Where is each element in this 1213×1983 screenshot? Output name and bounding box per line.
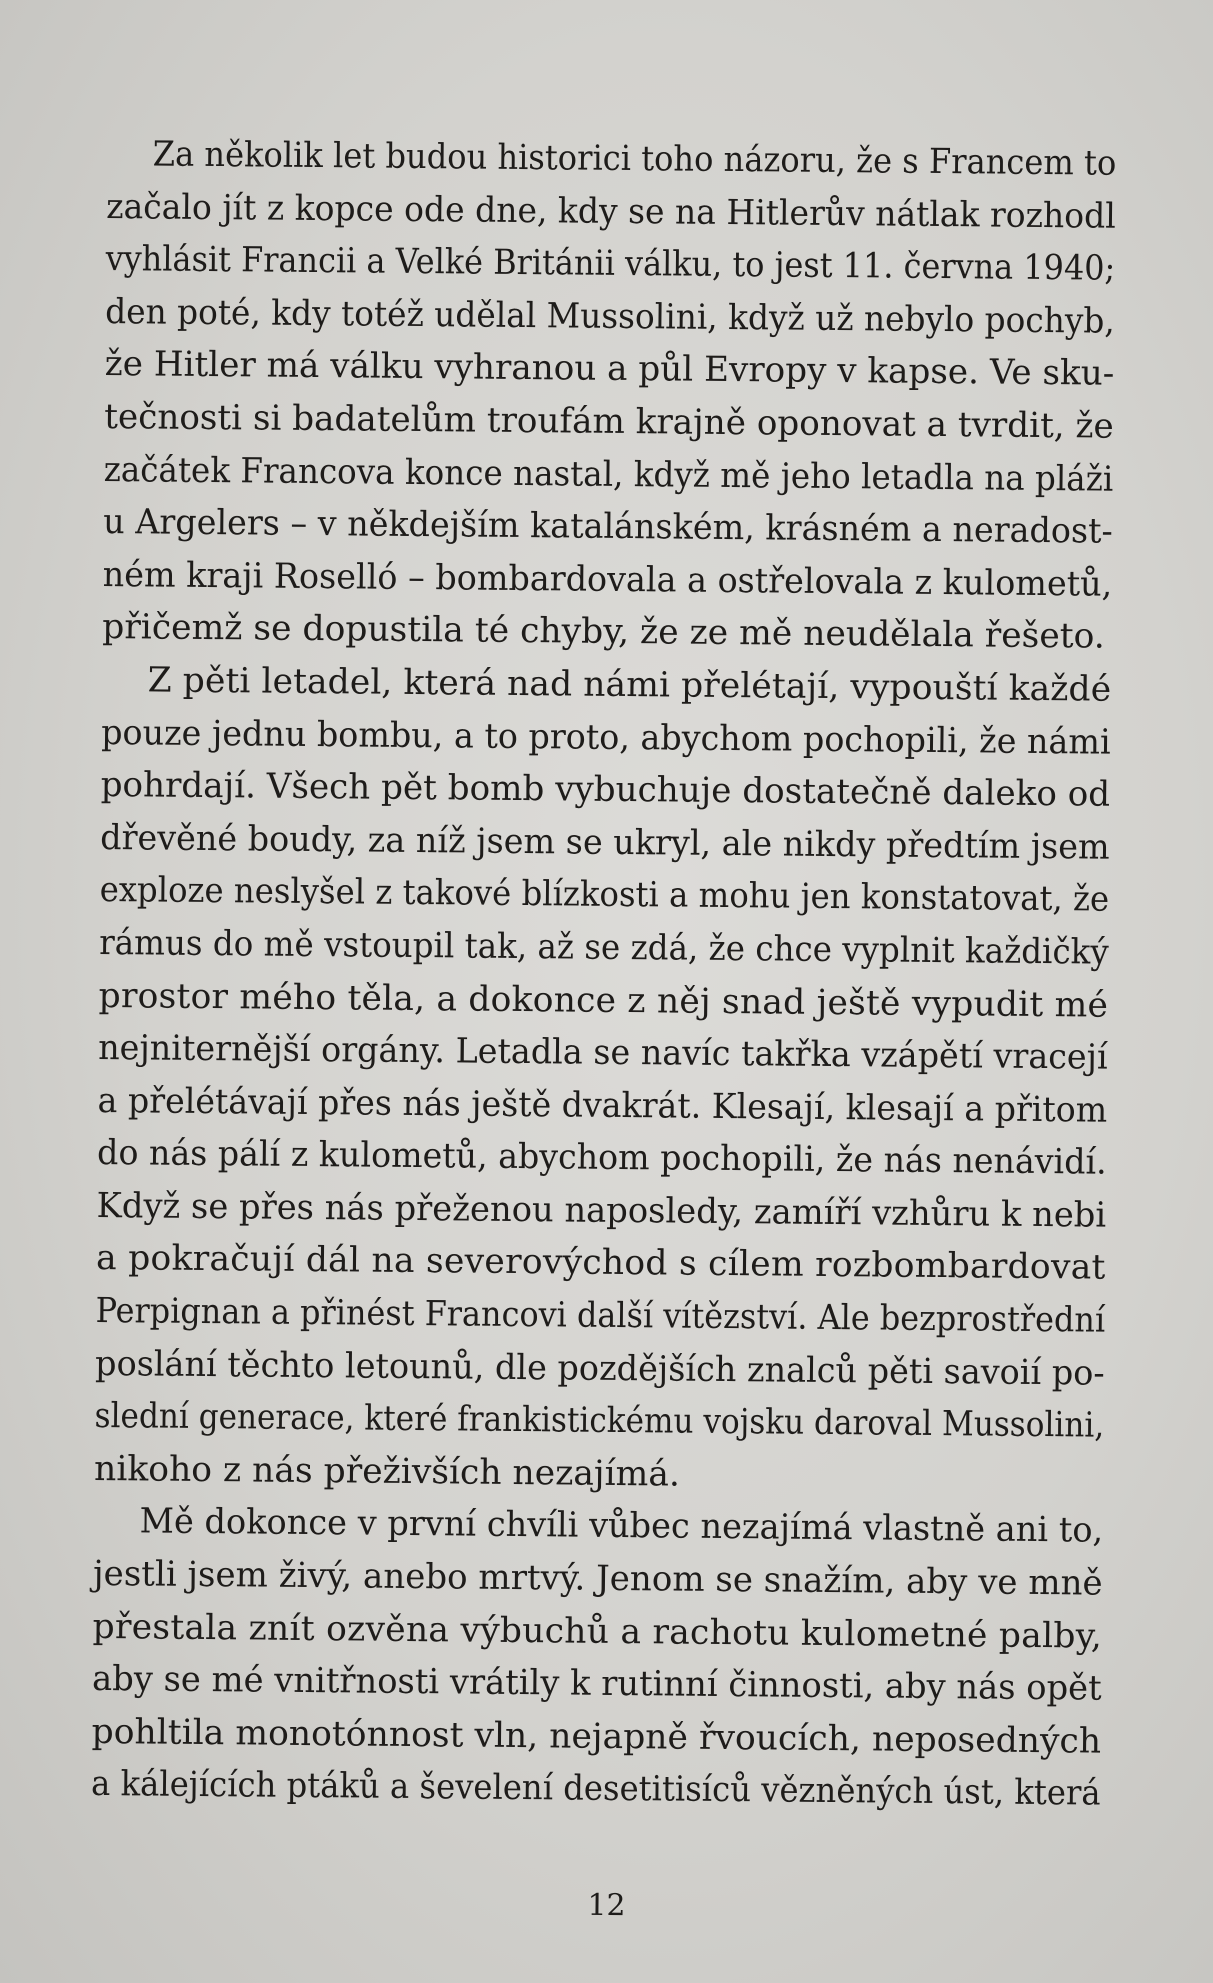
text-line: exploze neslyšel z takové blízkosti a mohu jen konstatovat, že bbox=[99, 870, 1110, 920]
text-line: Mě dokonce v první chvíli vůbec nezajímá vlastně ani to, bbox=[139, 1501, 1104, 1552]
text-line: ném kraji Roselló – bombardovala a ostřelovala z kulometů, bbox=[102, 554, 1113, 605]
text-line: a pokračují dál na severovýchod s cílem rozbombardovat bbox=[95, 1238, 1106, 1289]
text-line: vyhlásit Francii a Velké Británii válku, to jest 11. června 1940; bbox=[105, 239, 1116, 289]
paragraph bbox=[102, 128, 1117, 664]
text-line: pohrdají. Všech pět bomb vybuchuje dostatečně daleko od bbox=[100, 765, 1111, 815]
text-line: rámus do mě vstoupil tak, až se zdá, že chce vyplnit každičký bbox=[98, 922, 1109, 973]
text-line: přestala znít ozvěna výbuchů a rachotu kulometné palby, bbox=[92, 1606, 1103, 1657]
text-line: že Hitler má válku vyhranou a půl Evropy v kapse. Ve sku- bbox=[104, 344, 1115, 395]
text-line: začalo jít z kopce ode dne, kdy se na Hitlerův nátlak rozhodl bbox=[106, 186, 1116, 237]
text-line: přičemž se dopustila té chyby, že ze mě neudělala řešeto. bbox=[102, 607, 1105, 657]
text-line: u Argelers – v někdejším katalánském, krásném a neradost- bbox=[103, 502, 1113, 552]
text-line: pohltila monotónnost vln, nejapně řvoucích, neposedných bbox=[91, 1711, 1102, 1762]
text-line: začátek Francova konce nastal, když mě jeho letadla na pláži bbox=[103, 449, 1114, 500]
text-line: Z pěti letadel, která nad námi přelétají, vypouští každé bbox=[147, 660, 1112, 710]
paragraph bbox=[94, 654, 1112, 1505]
paragraph bbox=[91, 1495, 1104, 1820]
text-line: pouze jednu bombu, a to proto, abychom pochopili, že námi bbox=[101, 712, 1111, 763]
text-line: prostor mého těla, a dokonce z něj snad ještě vypudit mé bbox=[98, 975, 1109, 1026]
body-text bbox=[91, 128, 1117, 1821]
page-number: 12 bbox=[587, 1887, 626, 1924]
text-line: a přelétávají přes nás ještě dvakrát. Klesají, klesají a přitom bbox=[97, 1080, 1108, 1131]
text-line: dřevěné boudy, za níž jsem se ukryl, ale nikdy předtím jsem bbox=[99, 817, 1110, 868]
text-line: tečnosti si badatelům troufám krajně oponovat a tvrdit, že bbox=[104, 396, 1114, 447]
text-line: a kálejících ptáků a ševelení desetitisíců vězněných úst, která bbox=[90, 1764, 1101, 1815]
text-line: Když se přes nás přeženou naposledy, zamíří vzhůru k nebi bbox=[96, 1185, 1107, 1236]
text-line: nikoho z nás přeživších nezajímá. bbox=[93, 1448, 681, 1495]
text-line: poslání těchto letounů, dle pozdějších znalců pěti savoií po- bbox=[94, 1343, 1105, 1394]
text-line: aby se mé vnitřnosti vrátily k rutinní činnosti, aby nás opět bbox=[91, 1659, 1102, 1709]
text-line: jestli jsem živý, anebo mrtvý. Jenom se snažím, aby ve mně bbox=[92, 1553, 1103, 1604]
text-line: Za několik let budou historici toho názoru, že s Francem to bbox=[152, 134, 1117, 184]
text-line: nejniternější orgány. Letadla se navíc takřka vzápětí vracejí bbox=[97, 1028, 1108, 1078]
text-line: do nás pálí z kulometů, abychom pochopili, že nás nenávidí. bbox=[96, 1133, 1107, 1183]
text-line: den poté, kdy totéž udělal Mussolini, když už nebylo pochyb, bbox=[105, 291, 1115, 342]
text-line: Perpignan a přinést Francovi další vítězství. Ale bezprostřední bbox=[95, 1291, 1106, 1341]
text-line: slední generace, které frankistickému vojsku daroval Mussolini, bbox=[94, 1396, 1105, 1446]
